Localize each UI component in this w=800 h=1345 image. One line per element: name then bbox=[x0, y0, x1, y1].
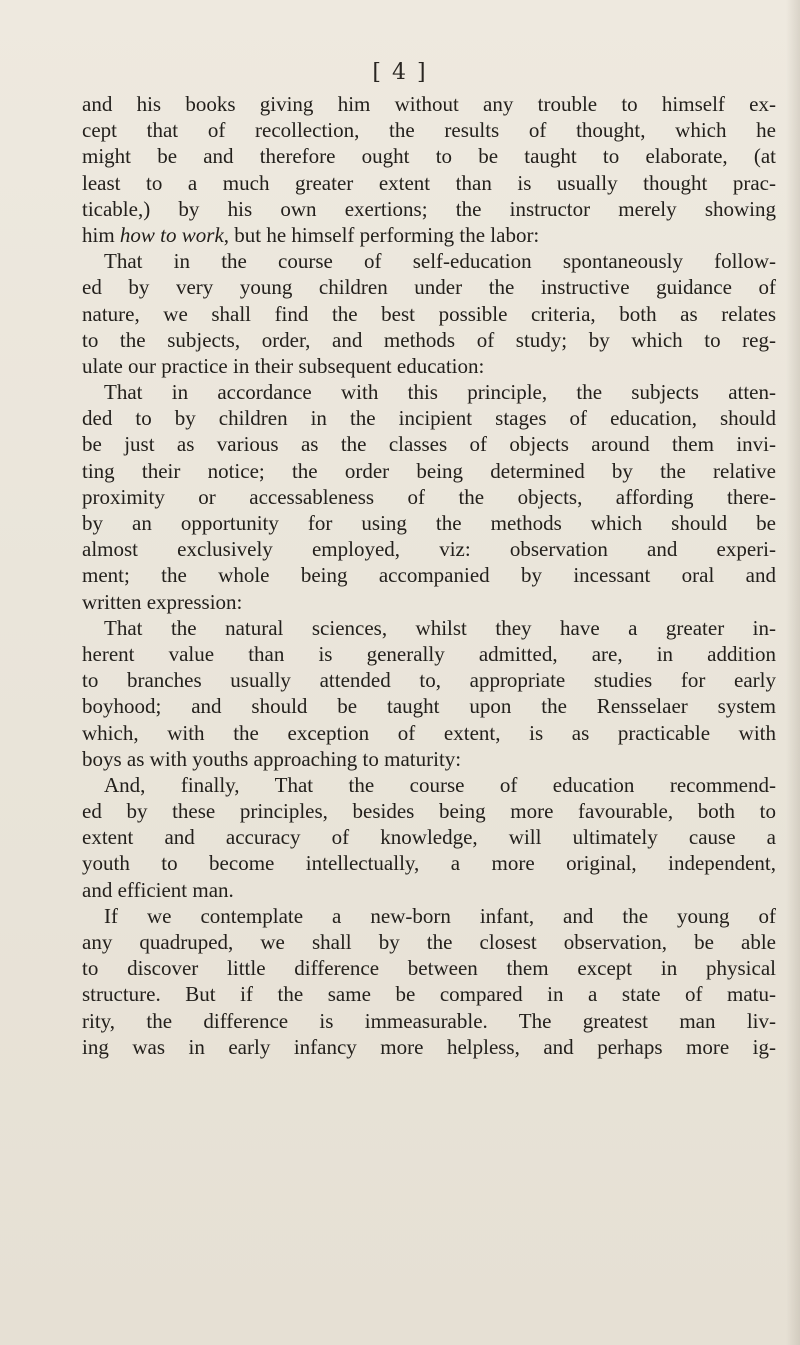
text-line: ing was in early infancy more helpless, and perhaps more ig- bbox=[82, 1034, 776, 1059]
text-line: nature, we shall find the best possible criteria, both as relates bbox=[82, 301, 776, 326]
page-edge-shadow bbox=[786, 0, 800, 1345]
text-line: boys as with youths approaching to maturity: bbox=[82, 746, 462, 771]
text-line: to branches usually attended to, appropriate studies for early bbox=[82, 668, 776, 693]
body-text bbox=[82, 91, 776, 1060]
text-line: That in the course of self-education spontaneously follow- bbox=[104, 249, 776, 274]
text-line: ed by these principles, besides being more favourable, both to bbox=[82, 799, 776, 824]
text-line: almost exclusively employed, viz: observation and experi- bbox=[82, 537, 776, 562]
text-line: structure. But if the same be compared in a state of matu- bbox=[82, 982, 776, 1007]
text-line: written expression: bbox=[82, 589, 243, 614]
text-line: cept that of recollection, the results of thought, which he bbox=[82, 118, 776, 143]
text-line: ed by very young children under the instructive guidance of bbox=[82, 275, 776, 300]
text-line: And, finally, That the course of education recommend- bbox=[104, 772, 776, 797]
italic-phrase: how to work bbox=[119, 222, 224, 247]
text-line: to discover little difference between them except in physical bbox=[82, 956, 776, 981]
text-line: and his books giving him without any trouble to himself ex- bbox=[82, 92, 776, 116]
text-line: youth to become intellectually, a more original, independent, bbox=[82, 851, 776, 876]
text-line: ment; the whole being accompanied by incessant oral and bbox=[82, 563, 776, 588]
text-line: herent value than is generally admitted, are, in addition bbox=[82, 641, 776, 666]
text-line: ting their notice; the order being determined by the relative bbox=[82, 458, 776, 483]
text-line: extent and accuracy of knowledge, will ultimately cause a bbox=[82, 825, 776, 850]
text-line: That the natural sciences, whilst they have a greater in- bbox=[104, 615, 776, 640]
text-line: rity, the difference is immeasurable. The greatest man liv- bbox=[82, 1008, 776, 1033]
text-line-segment: , but he himself performing the labor: bbox=[223, 222, 540, 247]
page-number: [ 4 ] bbox=[372, 60, 428, 85]
text-line: If we contemplate a new-born infant, and the young of bbox=[104, 903, 776, 928]
text-line: might be and therefore ought to be taught to elaborate, (at bbox=[82, 144, 776, 169]
text-line: proximity or accessableness of the objects, affording there- bbox=[82, 484, 776, 509]
text-line: ulate our practice in their subsequent education: bbox=[82, 353, 485, 378]
text-line: which, with the exception of extent, is as practicable with bbox=[82, 720, 776, 745]
text-line: be just as various as the classes of objects around them invi- bbox=[82, 432, 776, 457]
text-line: by an opportunity for using the methods which should be bbox=[82, 511, 776, 535]
text-line bbox=[82, 222, 776, 248]
text-line: least to a much greater extent than is usually thought prac- bbox=[82, 170, 776, 195]
text-line: boyhood; and should be taught upon the Rensselaer system bbox=[82, 694, 776, 719]
text-line-segment: him bbox=[82, 222, 120, 247]
text-line: any quadruped, we shall by the closest observation, be able bbox=[82, 930, 776, 954]
text-line: That in accordance with this principle, the subjects atten- bbox=[104, 380, 776, 405]
text-line: to the subjects, order, and methods of study; by which to reg- bbox=[82, 327, 776, 352]
text-line: ded to by children in the incipient stages of education, should bbox=[82, 406, 776, 431]
text-line: ticable,) by his own exertions; the instructor merely showing bbox=[82, 196, 776, 221]
text-line: and efficient man. bbox=[82, 877, 234, 902]
